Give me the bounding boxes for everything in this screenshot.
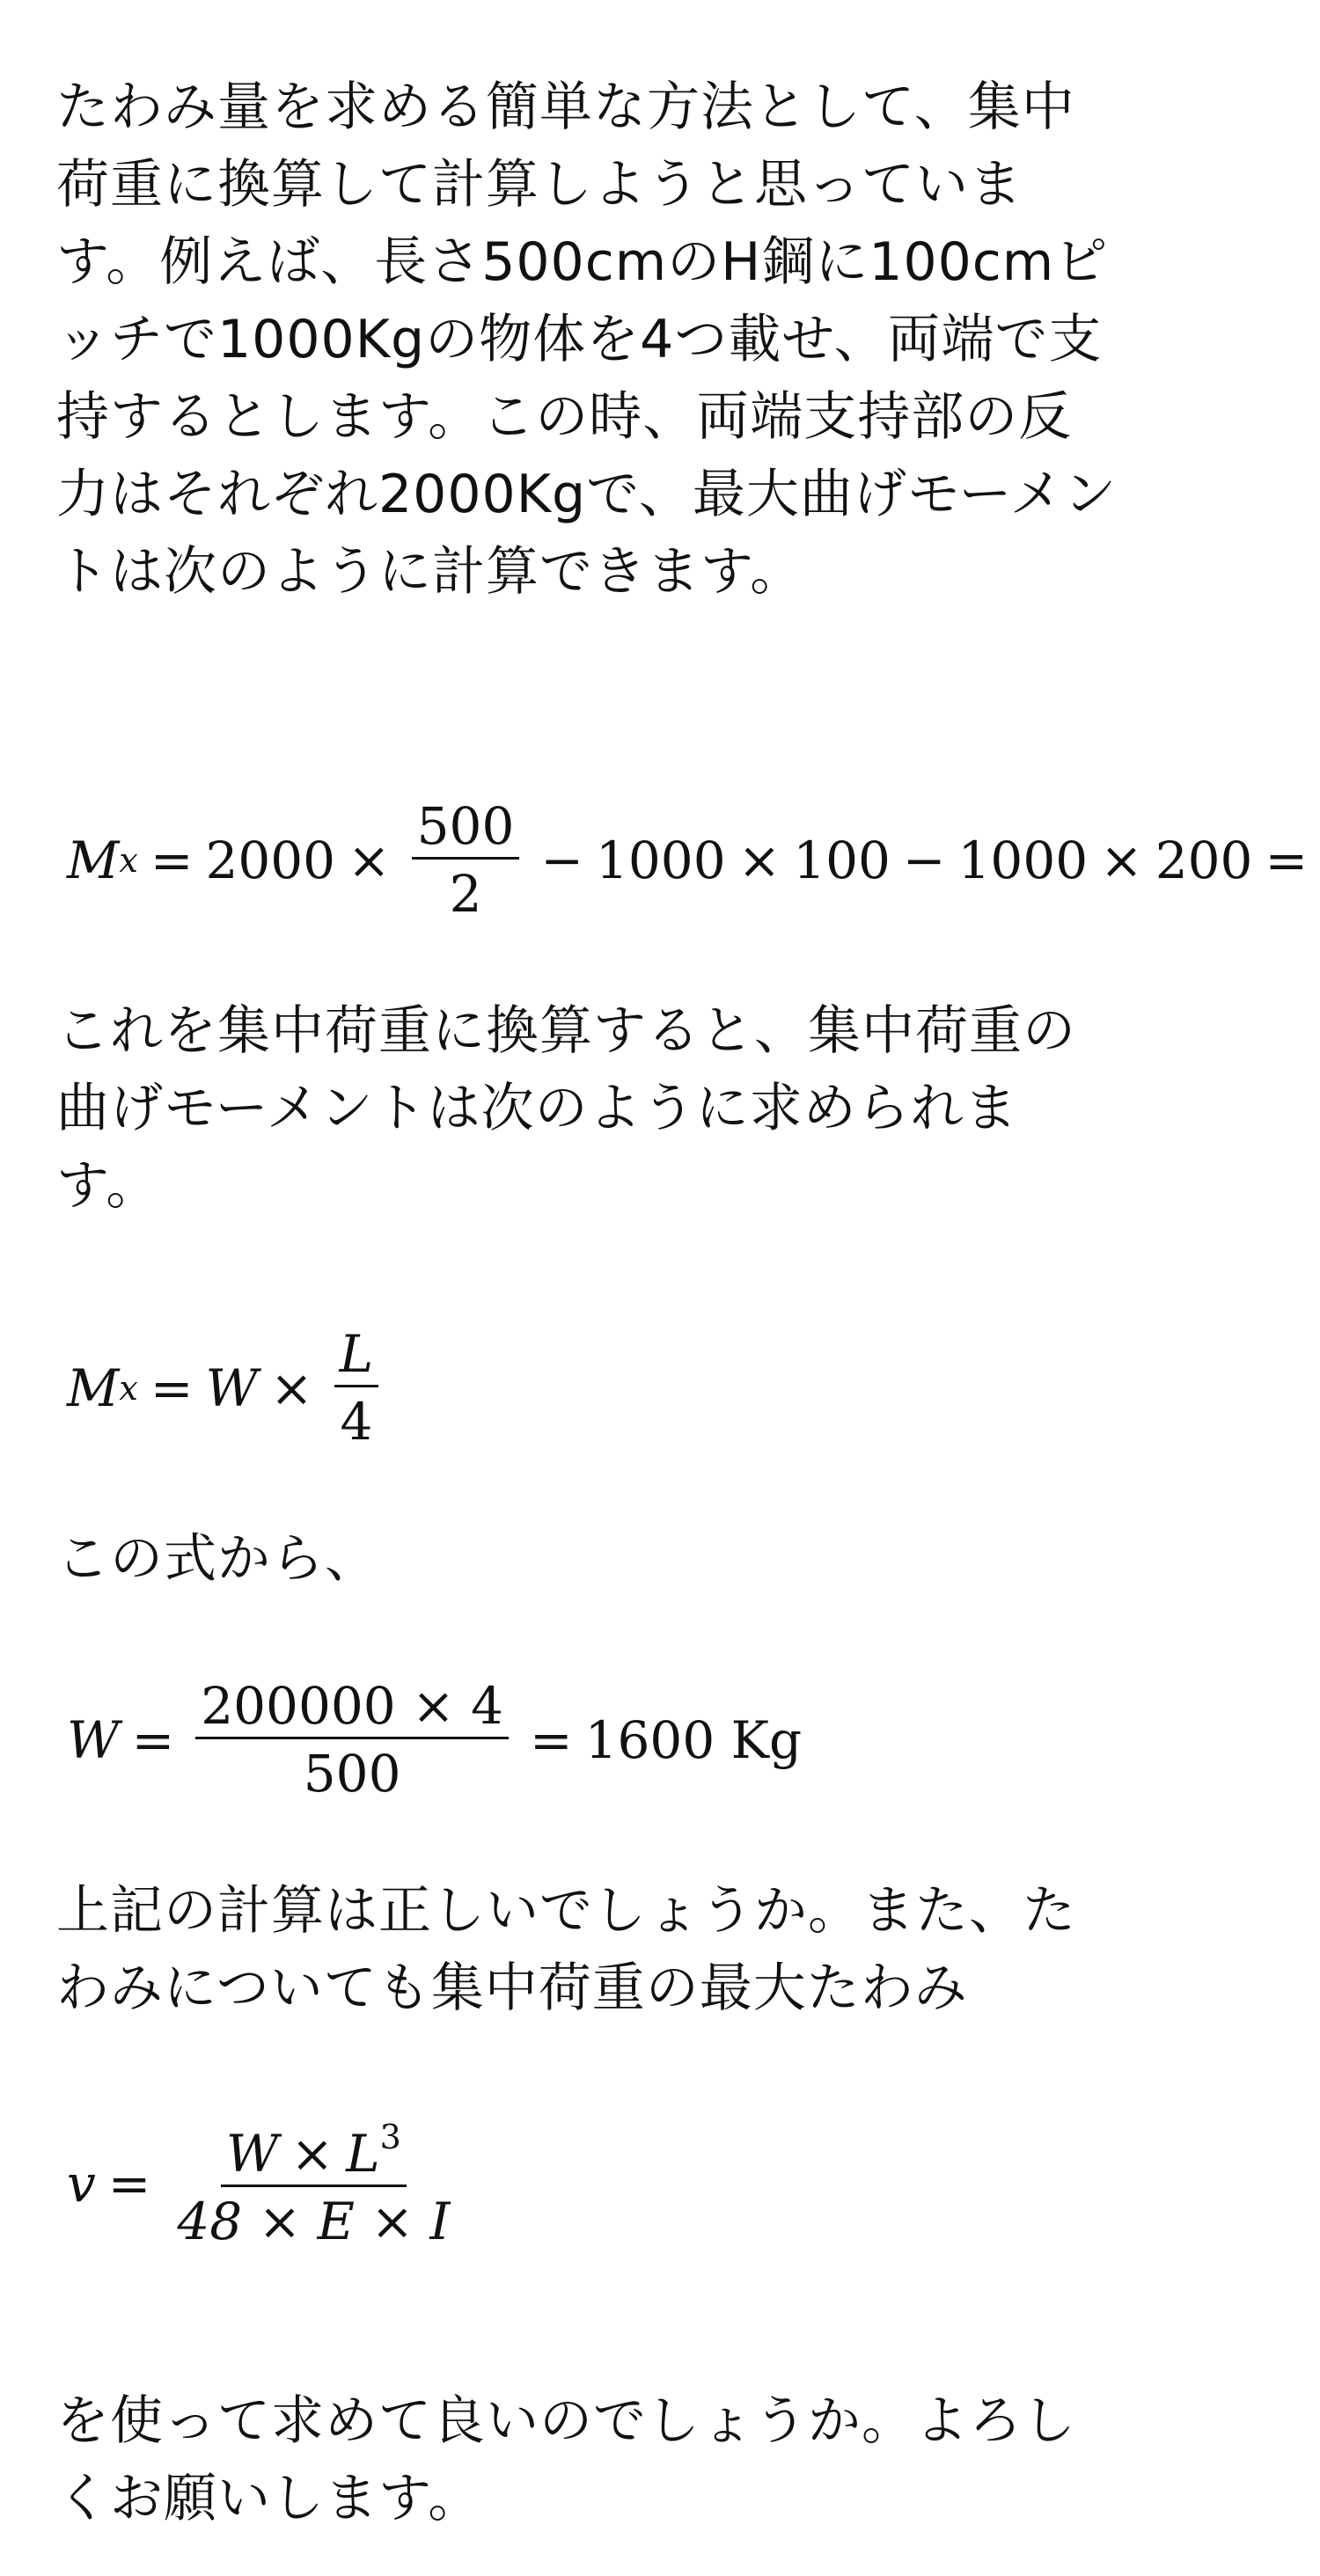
eq3-lhs: W [67, 1709, 120, 1770]
eq3-result: 1600 Kg [584, 1709, 803, 1770]
eq4-num-l: L [346, 2124, 380, 2184]
eq1-times2: × [737, 830, 781, 890]
question-document [56, 0, 1309, 2576]
eq4-lhs: v [67, 2154, 96, 2214]
eq4-equals: = [107, 2154, 151, 2214]
eq4-num-w: W [225, 2124, 279, 2184]
eq2-equals: = [150, 1358, 194, 1418]
eq3-equals: = [131, 1709, 175, 1770]
equation-max-deflection [67, 2118, 464, 2251]
eq1-lhs-sub: x [119, 840, 138, 880]
eq3-equals2: = [530, 1709, 573, 1770]
eq2-lhs: M [67, 1358, 120, 1418]
eq1-equals: = [150, 830, 194, 890]
eq2-times: × [270, 1358, 313, 1418]
eq2-frac-den: 4 [340, 1392, 373, 1452]
intro-paragraph: たわみ量を求める簡単な方法として、集中 荷重に換算して計算しようと思っていま す。例えば、長さ500cmのH鋼に100cmピ ッチで1000Kgの物体を4つ載せ、両端で支 持するとします。この時、両端支持部の反 力はそれぞれ2000Kgで、最大曲げモーメン トは次のように計算できます。 [56, 77, 1118, 603]
eq1-term3: 100 [793, 830, 891, 890]
eq2-frac-num: L [334, 1328, 379, 1387]
eq2-lhs-sub: x [119, 1368, 138, 1408]
eq1-minus2: − [902, 830, 946, 890]
eq1-times3: × [1100, 830, 1143, 890]
eq1-term5: 200 [1155, 830, 1253, 890]
eq2-w: W [205, 1358, 259, 1418]
eq1-term2: 1000 [595, 830, 726, 890]
conversion-paragraph: これを集中荷重に換算すると、集中荷重の 曲げモーメントは次のように求められま す。 [56, 1000, 1076, 1217]
eq1-fraction [412, 796, 520, 924]
eq1-lhs: M [67, 830, 120, 890]
from-formula-paragraph: この式から、 [56, 1528, 378, 1590]
eq1-frac-num: 500 [412, 801, 520, 860]
eq1-times1: × [348, 830, 391, 890]
eq2-fraction [334, 1324, 379, 1452]
eq3-fraction [195, 1676, 509, 1804]
eq4-frac-den: 48 × E × I [177, 2192, 451, 2251]
eq4-fraction [172, 2118, 455, 2251]
eq3-frac-den: 500 [303, 1744, 401, 1804]
eq1-term1: 2000 [205, 830, 336, 890]
eq1-term4: 1000 [957, 830, 1089, 890]
equation-moment-calculation [67, 796, 1320, 924]
eq3-frac-num: 200000 × 4 [195, 1680, 509, 1739]
eq1-frac-den: 2 [449, 864, 482, 924]
eq1-equals2: = [1265, 830, 1309, 890]
eq1-minus1: − [540, 830, 583, 890]
equation-equivalent-load [67, 1676, 803, 1804]
equation-point-load-moment [67, 1324, 387, 1452]
eq4-frac-num [221, 2120, 407, 2187]
eq4-num-times: × [290, 2124, 334, 2184]
eq4-num-exp: 3 [379, 2118, 401, 2156]
question-paragraph: 上記の計算は正しいでしょうか。また、た わみについても集中荷重の最大たわみ [56, 1880, 1076, 2019]
closing-paragraph: を使って求めて良いのでしょうか。よろし くお願いします。 [56, 2390, 1076, 2529]
